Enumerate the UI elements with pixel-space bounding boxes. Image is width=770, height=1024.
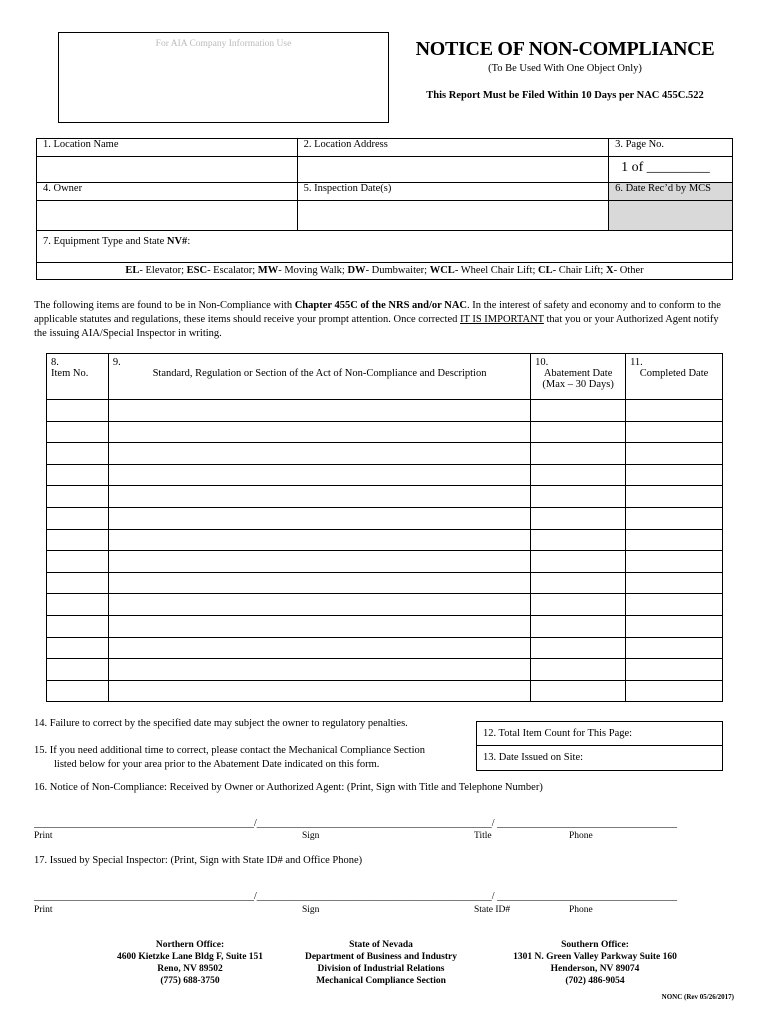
abatement-date-cell[interactable] [531, 400, 626, 422]
item-no-cell[interactable] [47, 572, 109, 594]
note-14: 14. Failure to correct by the specified date may subject the owner to regulatory penalties. [34, 718, 408, 729]
inspector-print-label: Print [34, 905, 53, 915]
completed-date-cell[interactable] [626, 400, 723, 422]
page-no-label: 3. Page No. [609, 139, 733, 157]
inspector-signature-line[interactable]: ____________________________________________/_______________________________________________/ ____________________________________ [34, 891, 678, 902]
item-no-cell[interactable] [47, 659, 109, 681]
col-description-header: 9. Standard, Regulation or Section of the Act of Non-Compliance and Description [108, 354, 530, 400]
southern-office-address: Southern Office: 1301 N. Green Valley Parkway Suite 160 Henderson, NV 89074 (702) 486-9054 [513, 940, 677, 986]
abatement-date-cell[interactable] [531, 572, 626, 594]
item-no-cell[interactable] [47, 507, 109, 529]
owner-sign-label: Sign [302, 831, 320, 841]
item-row [47, 659, 723, 681]
description-cell[interactable] [108, 680, 530, 702]
abatement-date-cell[interactable] [531, 443, 626, 465]
completed-date-cell[interactable] [626, 551, 723, 573]
item-row [47, 486, 723, 508]
inspector-phone-label: Phone [569, 905, 593, 915]
abatement-date-cell[interactable] [531, 615, 626, 637]
completed-date-cell[interactable] [626, 443, 723, 465]
northern-office-address: Northern Office: 4600 Kietzke Lane Bldg F, Suite 151 Reno, NV 89502 (775) 688-3750 [116, 940, 264, 986]
owner-print-label: Print [34, 831, 53, 841]
completed-date-cell[interactable] [626, 486, 723, 508]
completed-date-cell[interactable] [626, 659, 723, 681]
item-row [47, 529, 723, 551]
abatement-date-cell[interactable] [531, 486, 626, 508]
form-revision: NONC (Rev 05/26/2017) [661, 993, 734, 1001]
col-completed-header: 11. Completed Date [626, 354, 723, 400]
item-row [47, 464, 723, 486]
item-row [47, 443, 723, 465]
completed-date-cell[interactable] [626, 572, 723, 594]
inspection-dates-label: 5. Inspection Date(s) [297, 183, 608, 201]
location-info-table [36, 138, 733, 280]
description-cell[interactable] [108, 400, 530, 422]
form-subtitle: (To Be Used With One Object Only) [488, 63, 642, 74]
abatement-date-cell[interactable] [531, 680, 626, 702]
items-table-header [47, 354, 723, 400]
page-no-field[interactable]: 1 of _________ [609, 157, 733, 183]
item-row [47, 551, 723, 573]
item-no-cell[interactable] [47, 594, 109, 616]
abatement-date-cell[interactable] [531, 637, 626, 659]
item-no-cell[interactable] [47, 443, 109, 465]
total-item-count-field[interactable]: 12. Total Item Count for This Page: [477, 722, 722, 746]
item-no-cell[interactable] [47, 486, 109, 508]
state-department-info: State of Nevada Department of Business and Industry Division of Industrial Relations Mechanical Compliance Section [304, 940, 458, 986]
location-name-label: 1. Location Name [37, 139, 298, 157]
description-cell[interactable] [108, 572, 530, 594]
completed-date-cell[interactable] [626, 464, 723, 486]
inspector-stateid-label: State ID# [474, 905, 511, 915]
aia-company-info-box[interactable] [58, 32, 389, 123]
owner-label: 4. Owner [37, 183, 298, 201]
item-row [47, 507, 723, 529]
description-cell[interactable] [108, 594, 530, 616]
description-cell[interactable] [108, 637, 530, 659]
note-17: 17. Issued by Special Inspector: (Print, Sign with State ID# and Office Phone) [34, 855, 363, 866]
owner-phone-label: Phone [569, 831, 593, 841]
form-title: NOTICE OF NON-COMPLIANCE [415, 38, 715, 60]
date-issued-field[interactable]: 13. Date Issued on Site: [483, 752, 584, 763]
info-box-label: For AIA Company Information Use [155, 39, 292, 49]
item-row [47, 615, 723, 637]
description-cell[interactable] [108, 529, 530, 551]
abatement-date-cell[interactable] [531, 507, 626, 529]
item-no-cell[interactable] [47, 421, 109, 443]
completed-date-cell[interactable] [626, 680, 723, 702]
item-row [47, 637, 723, 659]
item-row [47, 680, 723, 702]
completed-date-cell[interactable] [626, 421, 723, 443]
completed-date-cell[interactable] [626, 637, 723, 659]
completed-date-cell[interactable] [626, 507, 723, 529]
description-cell[interactable] [108, 615, 530, 637]
note-16: 16. Notice of Non-Compliance: Received by Owner or Authorized Agent: (Print, Sign with Title and Telephone Number) [34, 782, 543, 793]
description-cell[interactable] [108, 421, 530, 443]
inspection-dates-field[interactable] [297, 201, 608, 231]
description-cell[interactable] [108, 551, 530, 573]
summary-box [476, 721, 723, 771]
location-name-field[interactable] [37, 157, 298, 183]
item-no-cell[interactable] [47, 680, 109, 702]
description-cell[interactable] [108, 486, 530, 508]
non-compliance-paragraph: The following items are found to be in Non-Compliance with Chapter 455C of the NRS and/or NAC. In the interest of safety and economy and to conform to the applicable statutes and regulations, these items should receive your prompt attention. Once corrected IT IS IMPORTANT that you or your Authorized Agent notify the issuing AIA/Special Inspector in writing. [34, 300, 721, 339]
filing-requirement-note: This Report Must be Filed Within 10 Days per NAC 455C.522 [426, 90, 704, 101]
inspector-sign-label: Sign [302, 905, 320, 915]
col-abatement-header: 10. Abatement Date (Max – 30 Days) [531, 354, 626, 400]
description-cell[interactable] [108, 507, 530, 529]
item-no-cell[interactable] [47, 551, 109, 573]
item-row [47, 400, 723, 422]
item-no-cell[interactable] [47, 464, 109, 486]
abatement-date-cell[interactable] [531, 659, 626, 681]
abatement-date-cell[interactable] [531, 421, 626, 443]
description-cell[interactable] [108, 443, 530, 465]
owner-signature-line[interactable]: ____________________________________________/_______________________________________________/ ____________________________________ [34, 818, 678, 829]
location-address-field[interactable] [297, 157, 608, 183]
description-cell[interactable] [108, 464, 530, 486]
item-no-cell[interactable] [47, 615, 109, 637]
note-15: 15. If you need additional time to correct, please contact the Mechanical Compliance Section listed below for your area prior to the Abatement Date indicated on this form. [34, 745, 425, 770]
equipment-type-field[interactable]: 7. Equipment Type and State NV#: [37, 231, 733, 263]
item-no-cell[interactable] [47, 637, 109, 659]
completed-date-cell[interactable] [626, 594, 723, 616]
abatement-date-cell[interactable] [531, 464, 626, 486]
owner-field[interactable] [37, 201, 298, 231]
abatement-date-cell[interactable] [531, 529, 626, 551]
location-address-label: 2. Location Address [297, 139, 608, 157]
completed-date-cell[interactable] [626, 529, 723, 551]
description-cell[interactable] [108, 659, 530, 681]
owner-title-label: Title [474, 831, 492, 841]
date-received-label: 6. Date Rec’d by MCS [609, 183, 733, 201]
date-received-field [609, 201, 733, 231]
item-row [47, 594, 723, 616]
completed-date-cell[interactable] [626, 615, 723, 637]
item-no-cell[interactable] [47, 529, 109, 551]
abatement-date-cell[interactable] [531, 594, 626, 616]
item-row [47, 421, 723, 443]
item-no-cell[interactable] [47, 400, 109, 422]
item-row [47, 572, 723, 594]
col-item-no-header: 8. Item No. [47, 354, 109, 400]
abatement-date-cell[interactable] [531, 551, 626, 573]
equipment-legend: EL- Elevator; ESC- Escalator; MW- Moving Walk; DW- Dumbwaiter; WCL- Wheel Chair Lift; CL- Chair Lift; X- Other [37, 263, 733, 280]
non-compliance-items-table [46, 353, 723, 702]
